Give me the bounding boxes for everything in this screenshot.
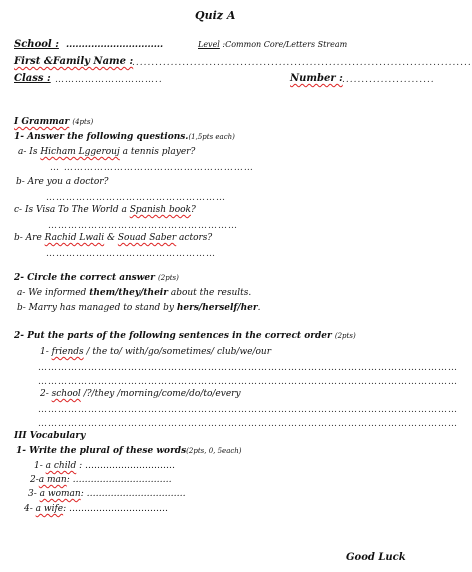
q3-answer-1a[interactable]: ……………………………………………………………………………………………………………… <box>38 363 458 373</box>
vocab-item-2: 2-a man: …………………………… <box>30 475 172 485</box>
q2-choice-a[interactable]: them/they/their <box>89 288 168 298</box>
name-label: First &Family Name : <box>14 56 134 67</box>
q1-title: 1- Answer the following questions.(1,5pts each) <box>14 132 235 142</box>
q3-title: 2- Put the parts of the following sentences in the correct order (2pts) <box>14 331 356 341</box>
q3-sentence-1: 1- friends / the to/ with/go/sometimes/ club/we/our <box>40 347 272 357</box>
class-field[interactable]: ………………………….. <box>55 75 163 85</box>
vocabulary-heading: III Vocabulary <box>14 431 86 441</box>
number-field[interactable]: ........................ <box>342 75 435 85</box>
vocab-answer-2[interactable]: : …………………………… <box>66 475 172 485</box>
q3-answer-1b[interactable]: ……………………………………………………………………………………………………………… <box>38 377 458 387</box>
vocab-answer-3[interactable]: : …………………………… <box>80 489 186 499</box>
name-field[interactable]: ........................................................................................ <box>132 58 472 68</box>
vocab-item-3: 3- a woman: …………………………… <box>28 489 186 499</box>
q3-s1-word: friends <box>51 347 84 357</box>
q3-sentence-2: 2- school /?/they /morning/come/do/to/every <box>40 389 241 399</box>
q1-points: (1,5pts each) <box>188 133 235 141</box>
vocab-item-4: 4- a wife: …………………………… <box>24 504 169 514</box>
q3-s2-word: school <box>51 389 81 399</box>
q1-item-d: b- Are Rachid Lwali & Souad Saber actors? <box>14 233 213 243</box>
q1-item-b: b- Are you a doctor? <box>16 177 109 187</box>
number-label: Number : <box>290 73 343 84</box>
q1-item-a-name: Hicham Lggerouj <box>40 147 120 157</box>
q1-answer-c[interactable]: ………………………………………………… <box>48 221 238 231</box>
vocab-answer-4[interactable]: : …………………………… <box>63 504 169 514</box>
class-label: Class : <box>14 73 51 84</box>
vocab-answer-1[interactable]: : ………………………… <box>76 461 175 471</box>
grammar-points: (4pts) <box>72 118 94 126</box>
q1-item-d-name2: Souad Saber <box>117 233 177 243</box>
good-luck-footer: Good Luck <box>346 552 406 563</box>
grammar-heading: I Grammar (4pts) <box>14 117 94 127</box>
q1-answer-a[interactable]: … ………………………………………………… <box>50 163 254 173</box>
q1-item-a: a- Is Hicham Lggerouj a tennis player? <box>18 147 196 157</box>
school-label: School : <box>14 39 59 50</box>
q1-item-d-name: Rachid Lwali <box>44 233 105 243</box>
level-value: :Common Core/Letters Stream <box>222 40 348 49</box>
q1-item-c-name: Spanish book <box>129 205 191 215</box>
q2-item-b: b- Marry has managed to stand by hers/herself/her. <box>17 303 261 313</box>
q2-item-a: a- We informed them/they/their about the results. <box>17 288 252 298</box>
vocab-q1-points: (2pts, 0, 5each) <box>186 447 242 455</box>
level-info <box>198 41 347 49</box>
vocab-q1-title: 1- Write the plural of these words(2pts, 0, 5each) <box>16 446 242 456</box>
q2-title: 2- Circle the correct answer (2pts) <box>14 273 179 283</box>
level-label: Level <box>198 40 220 49</box>
q3-points: (2pts) <box>334 332 356 340</box>
q3-answer-2b[interactable]: ……………………………………………………………………………………………………………… <box>38 419 458 429</box>
q1-answer-d[interactable]: …………………………………………… <box>46 249 216 259</box>
q1-answer-b[interactable]: ……………………………………………… <box>46 193 226 203</box>
vocab-item-1: 1- a child : ………………………… <box>34 461 175 471</box>
school-field[interactable]: ............................... <box>66 40 164 50</box>
q1-item-c: c- Is Visa To The World a Spanish book? <box>14 205 196 215</box>
q2-points: (2pts) <box>158 274 179 282</box>
page-title: Quiz A <box>195 9 236 22</box>
q3-answer-2a[interactable]: ……………………………………………………………………………………………………………… <box>38 405 458 415</box>
q2-choice-b[interactable]: hers/herself/her <box>176 303 258 313</box>
